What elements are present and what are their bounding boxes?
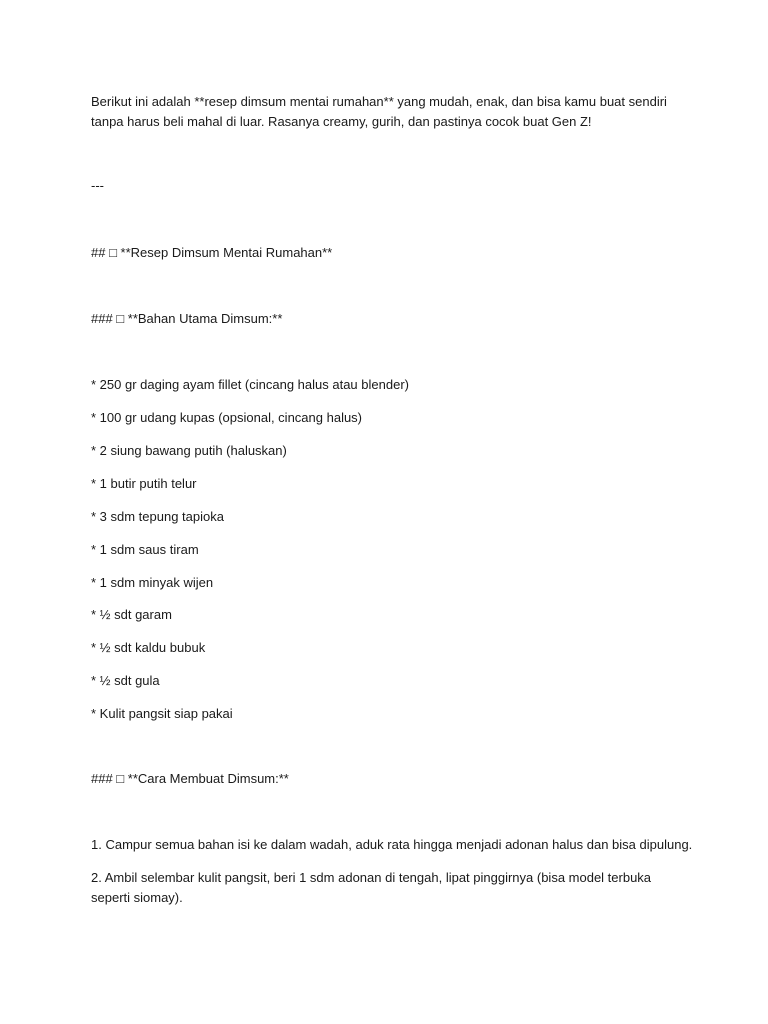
ingredient-item: * 1 sdm saus tiram — [91, 542, 199, 557]
ingredient-item: * ½ sdt kaldu bubuk — [91, 640, 206, 655]
step-item: 2. Ambil selembar kulit pangsit, beri 1 sdm adonan di tengah, lipat pinggirnya (bisa model terbuka seperti siomay). — [91, 870, 652, 905]
ingredient-item: * 250 gr daging ayam fillet (cincang halus atau blender) — [91, 377, 409, 392]
ingredient-item: * ½ sdt gula — [91, 673, 160, 688]
ingredient-item: * 2 siung bawang putih (haluskan) — [91, 443, 287, 458]
ingredient-item: * 1 sdm minyak wijen — [91, 575, 214, 590]
ingredient-item: * Kulit pangsit siap pakai — [91, 706, 233, 721]
steps-heading: ### □ **Cara Membuat Dimsum:** — [91, 771, 289, 786]
intro-paragraph: Berikut ini adalah **resep dimsum mentai rumahan** yang mudah, enak, dan bisa kamu buat sendiri tanpa harus beli mahal di luar. Rasanya creamy, gurih, dan pastinya cocok buat Gen Z! — [91, 94, 667, 129]
ingredients-heading: ### □ **Bahan Utama Dimsum:** — [91, 311, 283, 326]
ingredient-item: * 1 butir putih telur — [91, 476, 197, 491]
ingredient-item: * 100 gr udang kupas (opsional, cincang halus) — [91, 410, 363, 425]
recipe-heading: ## □ **Resep Dimsum Mentai Rumahan** — [91, 245, 333, 260]
ingredient-item: * 3 sdm tepung tapioka — [91, 509, 224, 524]
separator-line: --- — [91, 178, 104, 193]
step-item: 1. Campur semua bahan isi ke dalam wadah, aduk rata hingga menjadi adonan halus dan bisa dipulung. — [91, 837, 693, 852]
ingredient-item: * ½ sdt garam — [91, 607, 172, 622]
